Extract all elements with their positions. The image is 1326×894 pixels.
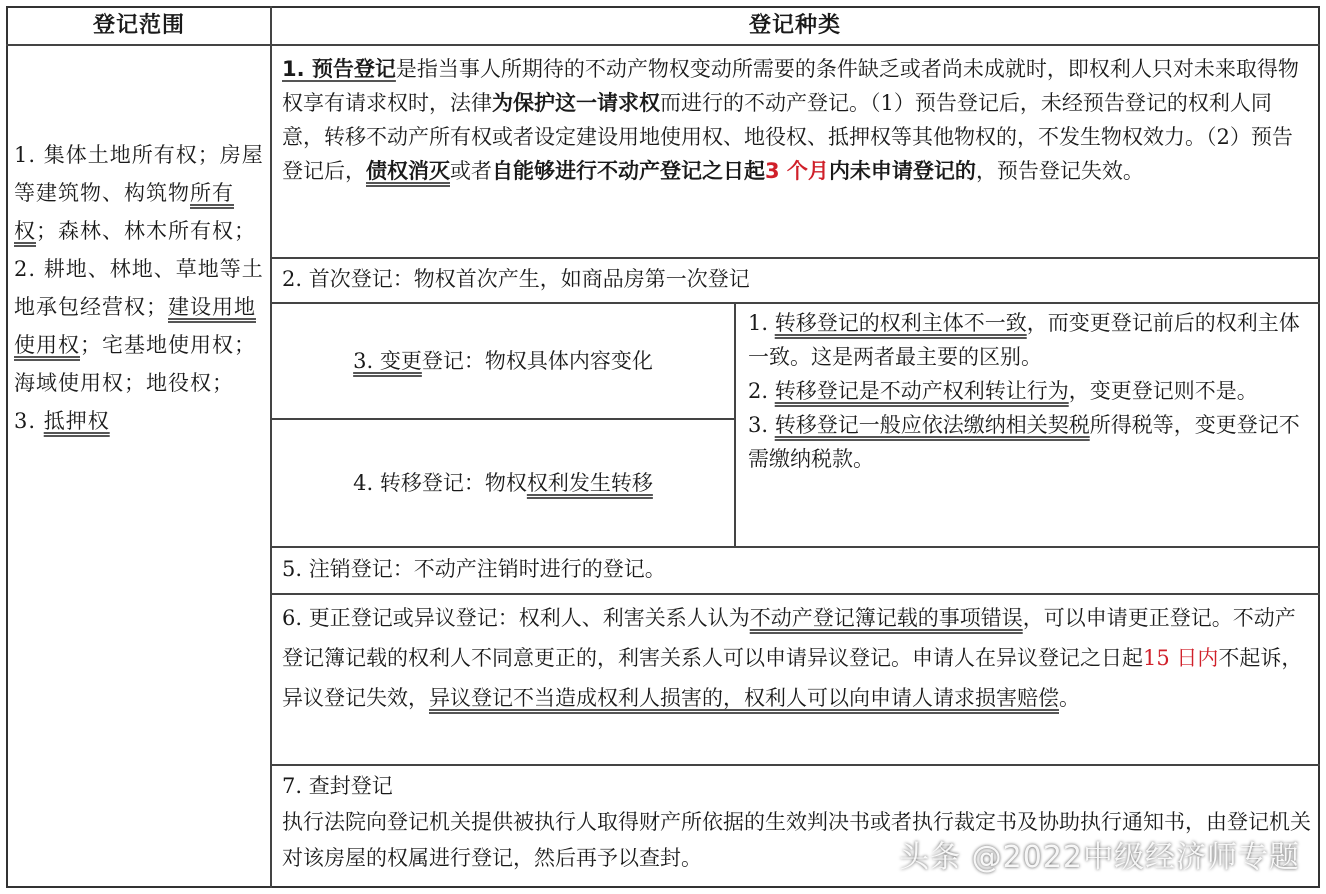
seizure-body: 执行法院向登记机关提供被执行人取得财产所依据的生效判决书或者执行裁定书及协助执行通知书，由登记机关对该房屋的权属进行登记，然后再予以查封。 (282, 810, 1311, 870)
header-scope: 登记范围 (92, 13, 185, 38)
divider (270, 257, 1320, 259)
difference-item-3: 3. 转移登记一般应依法缴纳相关契税所得税等，变更登记不需缴纳税款。 (748, 413, 1300, 471)
watermark: 头条 @2022中级经济师专题 (899, 840, 1300, 875)
divider (270, 546, 1320, 548)
difference-item-2: 2. 转移登记是不动产权利转让行为，变更登记则不是。 (748, 379, 1258, 403)
divider (270, 764, 1320, 766)
seizure-title: 7. 查封登记 (282, 774, 393, 798)
divider (6, 44, 1320, 46)
scope-item-1: 1. 集体土地所有权；房屋等建筑物、构筑物所有权；森林、林木所有权； (14, 143, 264, 243)
advance-registration-cell: 1. 预告登记是指当事人所期待的不动产物权变动所需要的条件缺乏或者尚未成就时，即权利人只对未来取得物权享有请求权时，法律为保护这一请求权而进行的不动产登记。（1）预告登记后，未经预告登记的权利人同意，转移不动产所有权或者设定建设用地使用权、地役权、抵押权等其他物权的，不发生物权效力。（2）预告登记后，债权消灭或者自能够进行不动产登记之日起3 个月内未申请登记的，预告登记失效。 (282, 57, 1299, 183)
divider (734, 302, 736, 546)
difference-item-1: 1. 转移登记的权利主体不一致，而变更登记前后的权利主体一致。这是两者最主要的区别。 (748, 311, 1300, 369)
scope-cell (14, 136, 264, 440)
scope-item-3: 3. 抵押权 (14, 409, 110, 433)
transfer-registration-cell: 4. 转移登记：物权权利发生转移 (353, 471, 653, 495)
divider (270, 593, 1320, 595)
first-registration-cell: 2. 首次登记：物权首次产生，如商品房第一次登记 (282, 267, 750, 291)
change-registration-cell: 3. 变更登记：物权具体内容变化 (353, 349, 653, 373)
correction-objection-cell: 6. 更正登记或异议登记：权利人、利害关系人认为不动产登记簿记载的事项错误，可以申请更正登记。不动产登记簿记载的权利人不同意更正的，利害关系人可以申请异议登记。申请人在异议登记之日起15 日内不起诉，异议登记失效，异议登记不当造成权利人损害的，权利人可以向申请人请求损害赔偿。 (282, 606, 1303, 710)
scope-item-2: 2. 耕地、林地、草地等土地承包经营权；建设用地使用权；宅基地使用权；海域使用权；地役权； (14, 257, 264, 395)
difference-cell (748, 306, 1312, 476)
header-types: 登记种类 (748, 13, 841, 38)
cancellation-registration-cell: 5. 注销登记：不动产注销时进行的登记。 (282, 557, 666, 581)
